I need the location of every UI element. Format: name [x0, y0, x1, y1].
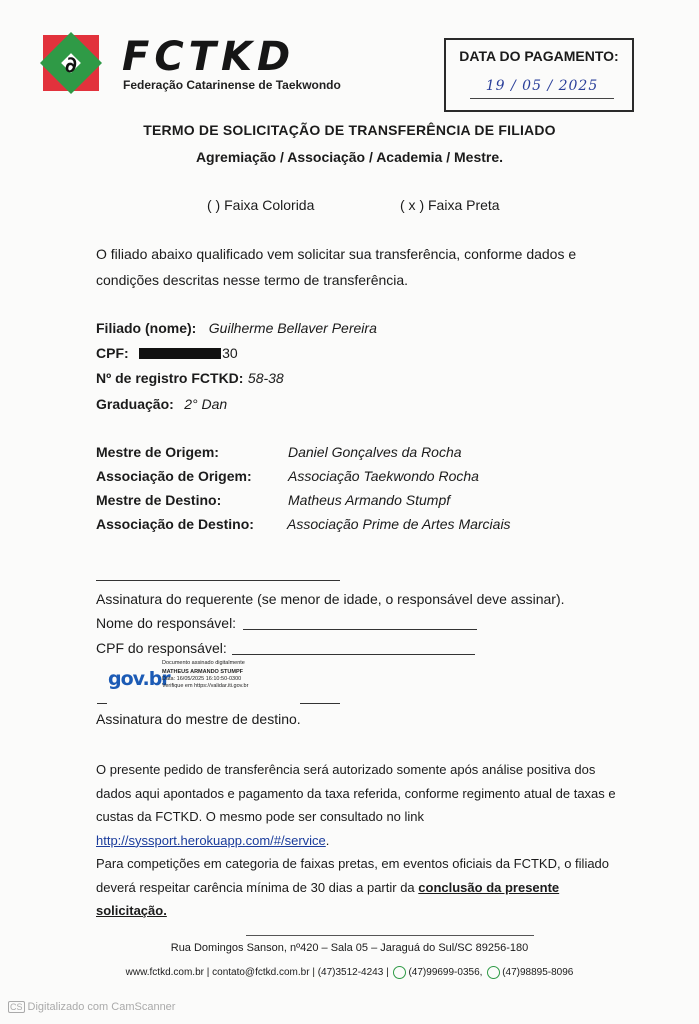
terms-line-3: custas da FCTKD. O mesmo pode ser consultado no link: [96, 809, 425, 824]
service-link[interactable]: http://syssport.herokuapp.com/#/service: [96, 832, 326, 848]
belt-black-label: Faixa Preta: [428, 197, 500, 213]
origin-master-value: Daniel Gonçalves da Rocha: [288, 444, 462, 460]
member-cpf-suffix: 30: [222, 345, 238, 361]
origin-master-label: Mestre de Origem:: [96, 444, 219, 460]
guardian-cpf-line: [232, 654, 475, 655]
member-cpf-row: [96, 345, 238, 363]
intro-line-2: condições descritas nesse termo de transferência.: [96, 272, 409, 288]
guardian-name-label: Nome do responsável:: [96, 615, 237, 631]
member-registry-label: Nº de registro FCTKD:: [96, 370, 244, 386]
payment-date-value: 19 / 05 / 2025: [470, 78, 614, 99]
terms-line-2: dados aqui apontados e pagamento da taxa referida, conforme regimento atual de taxas e: [96, 785, 616, 801]
origin-assoc-value: Associação Taekwondo Rocha: [288, 468, 479, 484]
digital-sig-line-1: Documento assinado digitalmente: [162, 660, 245, 666]
terms-paragraph: [96, 758, 616, 923]
member-name-value: Guilherme Bellaver Pereira: [208, 320, 377, 336]
camscanner-icon: CS: [10, 1002, 23, 1012]
cpf-redaction-bar: [139, 348, 221, 359]
member-name-label: Filiado (nome):: [96, 320, 197, 336]
dest-master-value: Matheus Armando Stumpf: [288, 492, 451, 508]
digital-sig-date: Data: 16/05/2025 16:10:50-0300: [162, 676, 242, 682]
footer-divider: [246, 935, 534, 936]
whatsapp-icon: [487, 966, 500, 979]
member-registry-row: [96, 370, 284, 388]
footer-whatsapp-2: (47)98895-8096: [502, 967, 574, 979]
svg-text:∂: ∂: [65, 53, 77, 78]
digital-signature-stamp: [162, 660, 248, 690]
digital-sig-verify: Verifique em https://validar.iti.gov.br: [162, 683, 249, 689]
fctkd-logo-icon: [38, 30, 104, 96]
member-cpf-label: CPF:: [96, 345, 129, 361]
member-name-row: [96, 320, 377, 338]
brand-subtitle: Federação Catarinense de Taekwondo: [123, 78, 341, 92]
footer-contact-list: www.fctkd.com.br | contato@fctkd.com.br | (47)3512-4243 |: [125, 967, 389, 979]
dest-master-label: Mestre de Destino:: [96, 492, 222, 508]
brand-name: FCTKD: [122, 34, 296, 80]
gov-br-logo-text: gov.br: [108, 668, 170, 690]
document-subtitle: Agremiação / Associação / Academia / Mestre.: [195, 149, 504, 165]
terms-line-5: Para competições em categoria de faixas pretas, em eventos oficiais da FCTKD, o filiado: [96, 856, 610, 871]
gov-br-logo: [108, 668, 170, 690]
requester-signature-caption: Assinatura do requerente (se menor de idade, o responsável deve assinar).: [96, 591, 565, 607]
service-link-period: .: [325, 832, 330, 848]
belt-colored-checkbox: ( ): [207, 197, 221, 213]
payment-date-box: [444, 38, 634, 112]
guardian-cpf-label: CPF do responsável:: [96, 640, 227, 656]
intro-line-1: O filiado abaixo qualificado vem solicitar sua transferência, conforme dados e: [96, 246, 577, 262]
camscanner-text: Digitalizado com CamScanner: [27, 1001, 176, 1013]
member-grade-value: 2° Dan: [184, 396, 228, 412]
guardian-name-line: [243, 629, 477, 630]
member-grade-row: [96, 396, 227, 414]
member-grade-label: Graduação:: [96, 396, 174, 412]
digital-sig-name: MATHEUS ARMANDO STUMPF: [162, 669, 243, 675]
terms-line-1: O presente pedido de transferência será autorizado somente após análise positiva dos: [96, 762, 596, 777]
dest-master-signature-caption: Assinatura do mestre de destino.: [96, 711, 301, 727]
footer-whatsapp-1: (47)99699-0356,: [408, 967, 483, 979]
footer-contacts: [0, 966, 699, 979]
terms-line-6-start: deverá respeitar carência mínima de 30 dias a partir da: [96, 879, 419, 895]
dest-signature-line-right: [300, 703, 340, 704]
camscanner-watermark: [8, 1001, 175, 1013]
terms-line-6-underlined: conclusão da presente: [418, 879, 560, 895]
belt-colored-label: Faixa Colorida: [224, 197, 315, 213]
dest-signature-line-left: [97, 703, 107, 704]
document-title: TERMO DE SOLICITAÇÃO DE TRANSFERÊNCIA DE FILIADO: [143, 122, 556, 138]
terms-line-7-underlined: solicitação.: [96, 903, 167, 918]
payment-date-title: DATA DO PAGAMENTO:: [459, 48, 619, 64]
dest-assoc-label: Associação de Destino:: [96, 516, 254, 532]
footer-address: Rua Domingos Sanson, nº420 – Sala 05 – Jaraguá do Sul/SC 89256-180: [170, 942, 529, 954]
belt-option-black: [400, 197, 500, 213]
dest-assoc-value: Associação Prime de Artes Marciais: [287, 516, 511, 532]
requester-signature-line: [96, 580, 340, 581]
intro-paragraph: [96, 241, 576, 293]
belt-black-checkbox: ( x ): [400, 197, 425, 213]
whatsapp-icon: [393, 966, 406, 979]
belt-option-colored: [207, 197, 314, 213]
member-registry-value: 58-38: [247, 370, 284, 386]
origin-assoc-label: Associação de Origem:: [96, 468, 252, 484]
